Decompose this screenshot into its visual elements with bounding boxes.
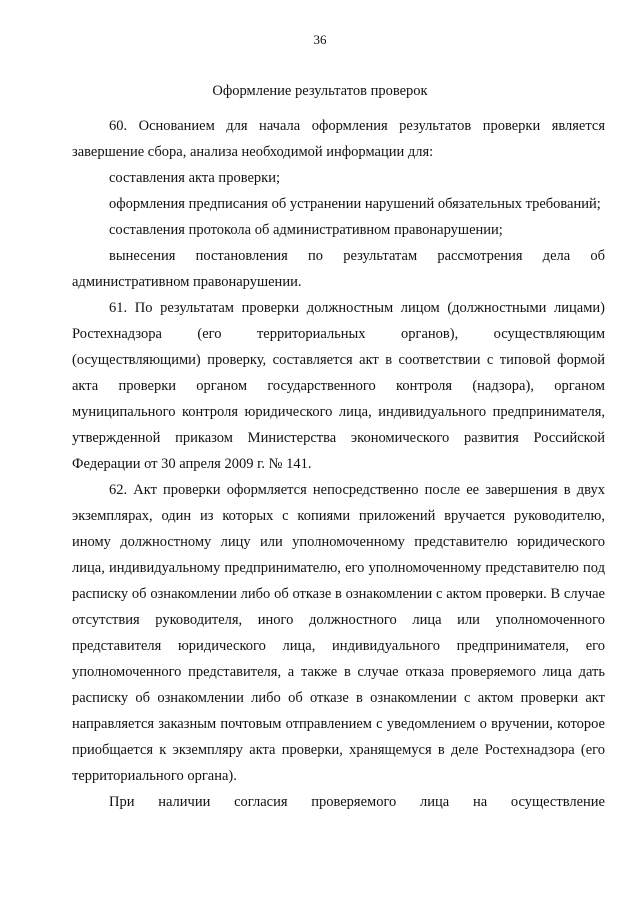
page-number: 36 bbox=[313, 32, 327, 47]
list-item-act: составления акта проверки; bbox=[109, 170, 280, 186]
paragraph-60: 60. Основанием для начала оформления результатов проверки является завершение сбора, анализа необходимой информации для: bbox=[72, 118, 605, 160]
section-heading: Оформление результатов проверок bbox=[212, 83, 428, 99]
list-item-protocol: составления протокола об административном правонарушении; bbox=[109, 222, 503, 238]
paragraph-62: 62. Акт проверки оформляется непосредственно после ее завершения в двух экземплярах, один из которых с копиями приложений вручается руководителю, иному должностному лицу или уполномоченному представителю юридического лица, индивидуальному предпринимателю, его уполномоченному представителю под расписку об ознакомлении либо об отказе в ознакомлении с актом проверки. В случае отсутствия руководителя, иного должностного лица или уполномоченного представителя юридического лица, индивидуального предпринимателя, его уполномоченного представителя, а также в случае отказа проверяемого лица дать расписку об ознакомлении либо об отказе в ознакомлении с актом проверки акт направляется заказным почтовым отправлением с уведомлением о вручении, которое приобщается к экземпляру акта проверки, хранящемуся в деле Ростехнадзора (его территориального органа). bbox=[72, 482, 605, 784]
list-item-resolution: вынесения постановления по результатам рассмотрения дела об административном правонарушении. bbox=[72, 248, 605, 290]
list-item-order: оформления предписания об устранении нарушений обязательных требований; bbox=[109, 196, 601, 212]
document-body bbox=[72, 113, 605, 815]
paragraph-61: 61. По результатам проверки должностным лицом (должностными лицами) Ростехнадзора (его территориальных органов), осуществляющим (осуществляющими) проверку, составляется акт в соответствии с типовой формой акта проверки органом государственного контроля (надзора), органом муниципального контроля юридического лица, индивидуального предпринимателя, утвержденной приказом Министерства экономического развития Российской Федерации от 30 апреля 2009 г. № 141. bbox=[72, 300, 605, 472]
paragraph-consent: При наличии согласия проверяемого лица на осуществление bbox=[109, 794, 605, 810]
